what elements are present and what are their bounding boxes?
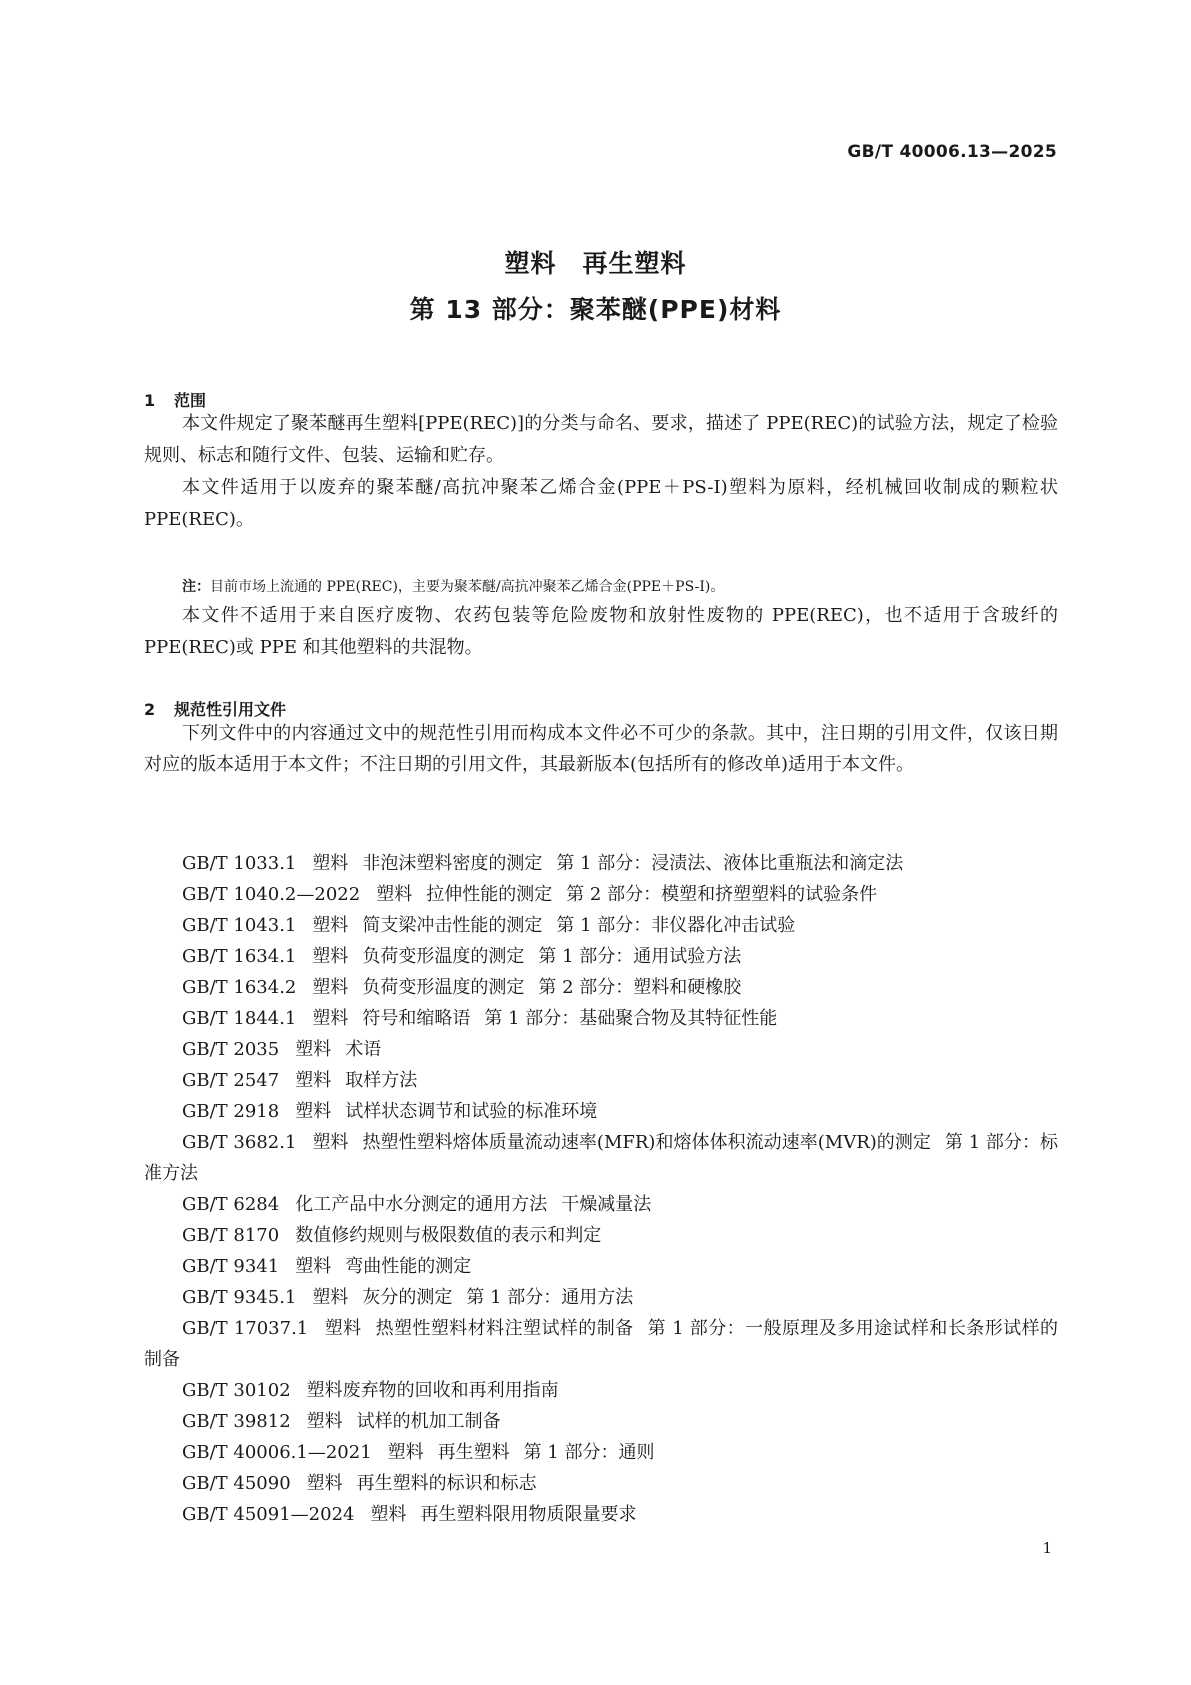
reference-title-segment: 塑料 <box>370 1504 407 1525</box>
reference-title-segment: 术语 <box>345 1039 382 1060</box>
reference-title-segment: 第 2 部分：模塑和挤塑塑料的试验条件 <box>566 884 878 905</box>
document-title-part: 第 13 部分：聚苯醚(PPE)材料 <box>409 295 782 324</box>
reference-item <box>144 1096 1058 1127</box>
reference-item <box>144 1189 1058 1220</box>
reference-title-segment: 第 1 部分：一般原理及多用途试样和长条形试样的制备 <box>144 1318 1058 1370</box>
note-label: 注： <box>182 579 210 595</box>
reference-title-segment: 塑料 <box>295 1256 332 1277</box>
reference-title-segment: 塑料 <box>312 1132 349 1153</box>
reference-title-segment: 试样的机加工制备 <box>356 1411 501 1432</box>
reference-title-segment: 第 1 部分：标准方法 <box>144 1132 1058 1184</box>
reference-title-segment: 试样状态调节和试验的标准环境 <box>345 1101 598 1122</box>
reference-title-segment: 第 1 部分：通用试验方法 <box>538 946 742 967</box>
reference-title-segment: 化工产品中水分测定的通用方法 <box>295 1194 548 1215</box>
reference-code: GB/T 2918 <box>182 1101 280 1122</box>
reference-title-segment: 第 1 部分：通则 <box>523 1442 655 1463</box>
reference-item <box>144 1282 1058 1313</box>
reference-title-segment: 塑料废弃物的回收和再利用指南 <box>306 1380 559 1401</box>
reference-item <box>144 1003 1058 1034</box>
reference-item <box>144 879 1058 910</box>
reference-title-segment: 塑料 <box>312 915 349 936</box>
reference-title-segment: 负荷变形温度的测定 <box>362 946 525 967</box>
reference-item <box>144 1468 1058 1499</box>
reference-item <box>144 910 1058 941</box>
reference-item <box>144 1375 1058 1406</box>
reference-code: GB/T 2547 <box>182 1070 280 1091</box>
reference-title-segment: 塑料 <box>312 1008 349 1029</box>
reference-title-segment: 取样方法 <box>345 1070 418 1091</box>
reference-title-segment: 塑料 <box>312 946 349 967</box>
reference-item <box>144 1127 1058 1189</box>
reference-title-segment: 弯曲性能的测定 <box>345 1256 472 1277</box>
reference-item <box>144 1406 1058 1437</box>
reference-title-segment: 第 1 部分：非仪器化冲击试验 <box>556 915 796 936</box>
reference-title-segment: 干燥减量法 <box>561 1194 652 1215</box>
reference-title-segment: 塑料 <box>387 1442 424 1463</box>
reference-title-segment: 塑料 <box>306 1473 343 1494</box>
section-number: 1 <box>144 391 156 410</box>
reference-item <box>144 1034 1058 1065</box>
section-number: 2 <box>144 700 156 719</box>
reference-code: GB/T 1634.2 <box>182 977 297 998</box>
reference-title-segment: 第 1 部分：通用方法 <box>466 1287 634 1308</box>
reference-title-segment: 塑料 <box>295 1070 332 1091</box>
reference-item <box>144 1499 1058 1530</box>
reference-item <box>144 1220 1058 1251</box>
reference-title-segment: 再生塑料的标识和标志 <box>356 1473 537 1494</box>
page-number: 1 <box>1042 1539 1052 1557</box>
reference-title-segment: 塑料 <box>312 853 349 874</box>
reference-item <box>144 848 1058 879</box>
reference-title-segment: 负荷变形温度的测定 <box>362 977 525 998</box>
reference-title-segment: 塑料 <box>324 1318 362 1339</box>
reference-title-segment: 第 1 部分：基础聚合物及其特征性能 <box>484 1008 778 1029</box>
section-title: 范围 <box>174 391 207 410</box>
scope-note <box>182 577 724 597</box>
reference-title-segment: 拉伸性能的测定 <box>426 884 553 905</box>
normative-references-intro: 下列文件中的内容通过文中的规范性引用而构成本文件必不可少的条款。其中，注日期的引用文件，仅该日期对应的版本适用于本文件；不注日期的引用文件，其最新版本(包括所有的修改单)适用于本文件。 <box>144 723 1058 775</box>
reference-code: GB/T 3682.1 <box>182 1132 297 1153</box>
reference-item <box>144 972 1058 1003</box>
note-text: 目前市场上流通的 PPE(REC)，主要为聚苯醚/高抗冲聚苯乙烯合金(PPE＋PS-I)。 <box>210 579 725 595</box>
reference-code: GB/T 8170 <box>182 1225 280 1246</box>
reference-title-segment: 再生塑料限用物质限量要求 <box>420 1504 637 1525</box>
scope-paragraph: 本文件规定了聚苯醚再生塑料[PPE(REC)]的分类与命名、要求，描述了 PPE(REC)的试验方法，规定了检验规则、标志和随行文件、包装、运输和贮存。 <box>144 413 1058 466</box>
reference-code: GB/T 2035 <box>182 1039 280 1060</box>
reference-item <box>144 1251 1058 1282</box>
reference-title-segment: 第 2 部分：塑料和硬橡胶 <box>538 977 742 998</box>
reference-code: GB/T 1033.1 <box>182 853 297 874</box>
document-title-main: 塑料 再生塑料 <box>504 249 687 278</box>
reference-title-segment: 塑料 <box>376 884 413 905</box>
reference-code: GB/T 17037.1 <box>182 1318 309 1339</box>
reference-title-segment: 再生塑料 <box>437 1442 510 1463</box>
reference-code: GB/T 39812 <box>182 1411 291 1432</box>
standard-code: GB/T 40006.13—2025 <box>847 142 1057 162</box>
scope-paragraph: 本文件适用于以废弃的聚苯醚/高抗冲聚苯乙烯合金(PPE＋PS-I)塑料为原料，经机械回收制成的颗粒状 PPE(REC)。 <box>144 477 1058 530</box>
reference-title-segment: 符号和缩略语 <box>362 1008 471 1029</box>
reference-title-segment: 简支梁冲击性能的测定 <box>362 915 543 936</box>
reference-title-segment: 第 1 部分：浸渍法、液体比重瓶法和滴定法 <box>556 853 904 874</box>
reference-code: GB/T 1634.1 <box>182 946 297 967</box>
reference-item <box>144 1313 1058 1375</box>
reference-code: GB/T 40006.1—2021 <box>182 1442 372 1463</box>
reference-title-segment: 塑料 <box>312 1287 349 1308</box>
reference-code: GB/T 9341 <box>182 1256 280 1277</box>
reference-code: GB/T 45090 <box>182 1473 291 1494</box>
reference-code: GB/T 45091—2024 <box>182 1504 355 1525</box>
reference-title-segment: 非泡沫塑料密度的测定 <box>362 853 543 874</box>
reference-code: GB/T 1040.2—2022 <box>182 884 361 905</box>
reference-list <box>144 848 1058 1530</box>
reference-item <box>144 1065 1058 1096</box>
section-title: 规范性引用文件 <box>174 700 287 719</box>
reference-code: GB/T 30102 <box>182 1380 291 1401</box>
reference-title-segment: 热塑性塑料材料注塑试样的制备 <box>375 1318 634 1339</box>
reference-title-segment: 塑料 <box>295 1039 332 1060</box>
reference-item <box>144 941 1058 972</box>
section-2-heading <box>144 697 286 720</box>
reference-title-segment: 塑料 <box>306 1411 343 1432</box>
reference-code: GB/T 1844.1 <box>182 1008 297 1029</box>
reference-code: GB/T 6284 <box>182 1194 280 1215</box>
reference-title-segment: 塑料 <box>295 1101 332 1122</box>
reference-title-segment: 数值修约规则与极限数值的表示和判定 <box>295 1225 602 1246</box>
reference-code: GB/T 1043.1 <box>182 915 297 936</box>
reference-title-segment: 热塑性塑料熔体质量流动速率(MFR)和熔体体积流动速率(MVR)的测定 <box>362 1132 931 1153</box>
reference-code: GB/T 9345.1 <box>182 1287 297 1308</box>
reference-item <box>144 1437 1058 1468</box>
reference-title-segment: 灰分的测定 <box>362 1287 453 1308</box>
scope-exclusion-paragraph: 本文件不适用于来自医疗废物、农药包装等危险废物和放射性废物的 PPE(REC)，也不适用于含玻纤的 PPE(REC)或 PPE 和其他塑料的共混物。 <box>144 605 1058 658</box>
reference-title-segment: 塑料 <box>312 977 349 998</box>
